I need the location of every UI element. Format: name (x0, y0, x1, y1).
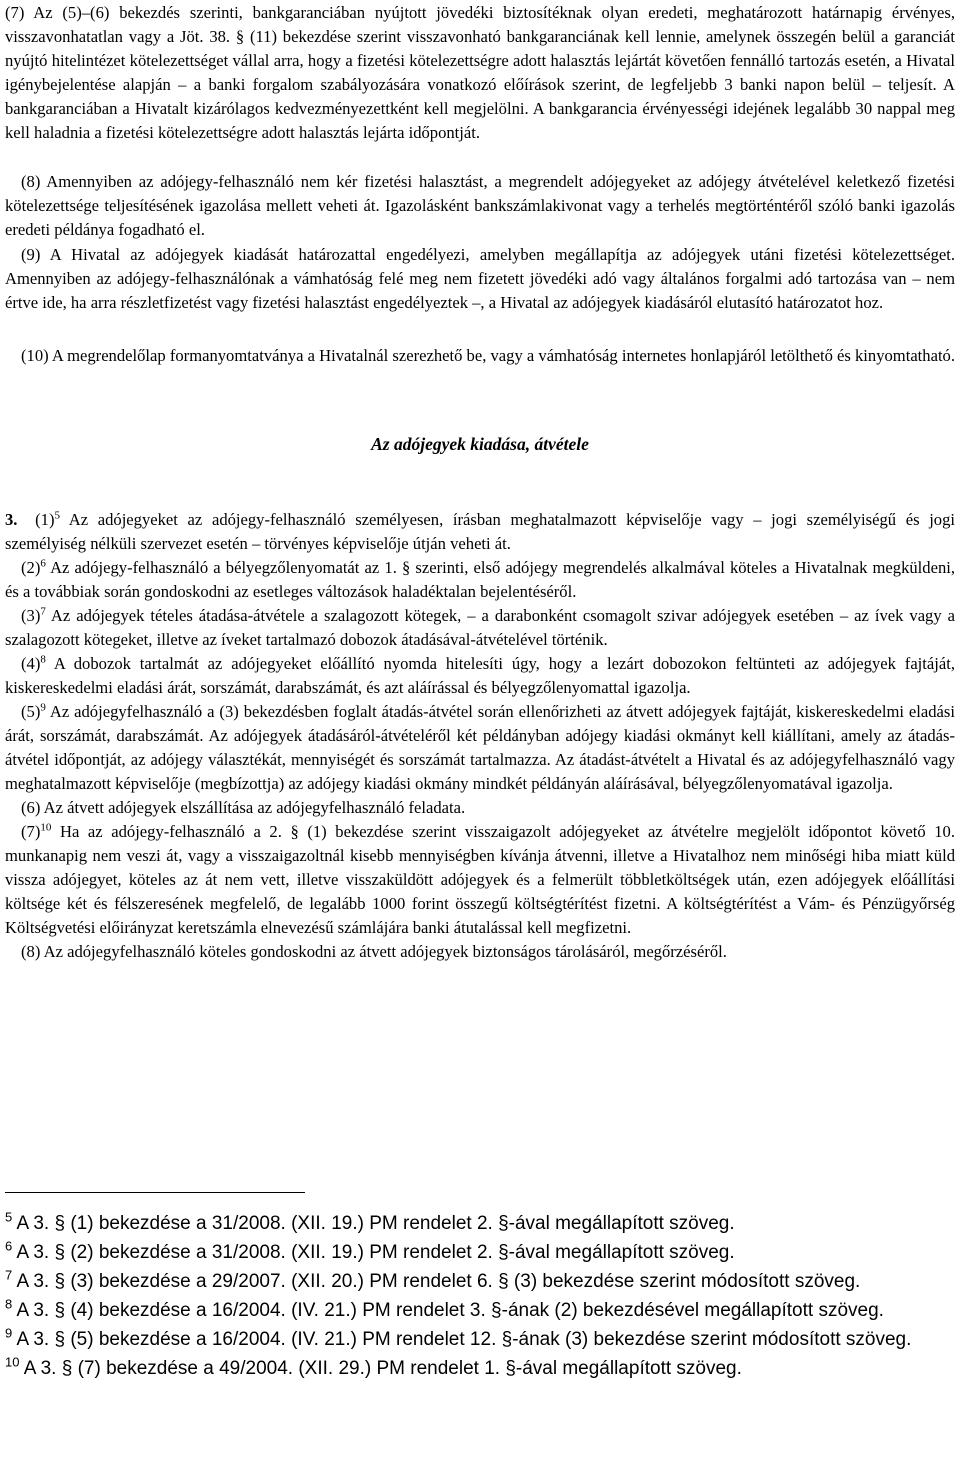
footnote-10 (5, 1354, 955, 1383)
paragraph-8: (8) Amennyiben az adójegy-felhasználó nem kér fizetési halasztást, a megrendelt adójegyeket az adójegy átvételével keletkező fizetési kötelezettsége teljesítésének igazolása mellett veheti át. Igazolásként bankszámlakivonat vagy a terhelés megtörténtéről szóló banki igazolás eredeti példánya fogadható el. (5, 172, 955, 239)
footnote-5 (5, 1209, 955, 1238)
footnote-text: A 3. § (7) bekezdése a 49/2004. (XII. 29.) PM rendelet 1. §-ával megállapított szöveg. (19, 1358, 742, 1379)
par-text: Az adójegyfelhasználó a (3) bekezdésben foglalt átadás-átvétel során ellenőrizheti az átvett adójegyek fajtáját, kiskereskedelmi eladási árát, sorszámát, darabszámát. Az adójegyek átadásáról-átvételéről két példányban adójegy kiadási okmányt kell kiállítani, amely az átadás-átvétel időpontját, az adójegy választékát, mennyiségét és sorszámát tartalmazza. Az átadást-átvételt a Hivatal és az adójegyfelhasználó vagy meghatalmazott képviselője (megbízottja) az adójegy kiadási okmány mindkét példányán aláírásával, bélyegzőlenyomatával igazolja. (5, 702, 955, 793)
par-label: (2) (21, 558, 41, 577)
par-text: Az adójegyfelhasználó köteles gondoskodni az átvett adójegyek biztonságos tárolásáról, megőrzéséről. (40, 942, 727, 961)
par-label: (1) (35, 510, 55, 529)
par-label: (3) (21, 606, 41, 625)
footnote-9 (5, 1325, 955, 1354)
paragraph-10: (10) A megrendelőlap formanyomtatványa a Hivatalnál szerezhető be, vagy a vámhatóság internetes honlapjáról letölthető és kinyomtatható. (21, 346, 956, 365)
footnote-8 (5, 1296, 955, 1325)
par-label: (7) (21, 822, 41, 841)
footnote-ref: 8 (40, 653, 46, 666)
footnote-ref: 10 (40, 821, 52, 834)
footnote-number: 5 (5, 1209, 13, 1225)
paragraph-9: (9) A Hivatal az adójegyek kiadását határozattal engedélyezi, amelyben megállapítja az adójegyek utáni fizetési kötelezettséget. Amennyiben az adójegy-felhasználónak a vámhatóság felé meg nem fizetett jövedéki adó vagy általános forgalmi adó tartozása van – nem értve ide, ha arra részletfizetést vagy fizetési halasztást engedélyeztek –, a Hivatal az adójegyek kiadásáról elutasító határozatot hoz. (5, 245, 955, 312)
footnote-6 (5, 1238, 955, 1267)
footnote-number: 9 (5, 1325, 13, 1341)
section-3-par-7 (5, 820, 955, 940)
footnote-7 (5, 1267, 955, 1296)
section-3-par-8 (5, 940, 955, 964)
footnote-ref: 7 (40, 605, 46, 618)
footnote-number: 7 (5, 1267, 13, 1283)
footnote-text: A 3. § (4) bekezdése a 16/2004. (IV. 21.) PM rendelet 3. §-ának (2) bekezdésével megállapított szöveg. (12, 1300, 884, 1321)
section-number: 3. (5, 510, 18, 529)
par-text: Ha az adójegy-felhasználó a 2. § (1) bekezdése szerint visszaigazolt adójegyeket az átvételre megjelölt időpontot követő 10. munkanapig nem veszi át, vagy a visszaigazoltnál kisebb mennyiségben kívánja átvenni, illetve a Hivatalhoz nem minőségi hiba miatt küld vissza adójegyet, köteles az át nem vett, illetve visszaküldött adójegyek és a felmerült többletköltségek után, ezen adójegyek előállítási költsége két és félszeresének megfelelő, de legalább 1000 forint összegű költségtérítést fizetni. A költségtérítést a Vám- és Pénzügyőrség Költségvetési előirányzat keretszámla elnevezésű számlájára banki átutalással kell megfizetni. (5, 822, 955, 937)
footnote-ref: 6 (40, 557, 46, 570)
footnote-ref: 9 (40, 701, 46, 714)
par-label: (5) (21, 702, 41, 721)
par-text: Az adójegy-felhasználó a bélyegzőlenyomatát az 1. § szerinti, első adójegy megrendelés alkalmával köteles a Hivatalnak megküldeni, és a továbbiak során gondoskodni az esetleges változások haladéktalan bejelentéséről. (5, 558, 955, 601)
section-3-par-6 (5, 796, 955, 820)
section-3 (5, 508, 955, 964)
footnote-text: A 3. § (2) bekezdése a 31/2008. (XII. 19.) PM rendelet 2. §-ával megállapított szöveg. (12, 1242, 735, 1263)
par-text: A dobozok tartalmát az adójegyeket előállító nyomda hitelesíti úgy, hogy a lezárt dobozokon feltünteti az adójegyek fajtáját, kiskereskedelmi eladási árát, sorszámát, darabszámát, és azt aláírással és bélyegzőlenyomattal igazolja. (5, 654, 955, 697)
section-3-par-5 (5, 700, 955, 796)
footnotes (5, 1209, 955, 1383)
par-text: Az adójegyek tételes átadása-átvétele a szalagozott kötegek, – a darabonként csomagolt szivar adójegyek esetében – az ívek vagy a szalagozott kötegeket, illetve az íveket tartalmazó dobozok átadásával-átvételével történik. (5, 606, 955, 649)
section-3-par-1 (5, 508, 955, 556)
par-label: (6) (21, 798, 41, 817)
section-3-par-2 (5, 556, 955, 604)
footnote-number: 8 (5, 1296, 13, 1312)
footnote-separator (5, 1192, 305, 1193)
footnote-text: A 3. § (3) bekezdése a 29/2007. (XII. 20.) PM rendelet 6. § (3) bekezdése szerint módosított szöveg. (12, 1271, 861, 1292)
par-label: (8) (21, 942, 41, 961)
footnote-ref: 5 (54, 509, 60, 522)
par-text: Az átvett adójegyek elszállítása az adójegyfelhasználó feladata. (40, 798, 466, 817)
par-text: Az adójegyeket az adójegy-felhasználó személyesen, írásban meghatalmazott képviselője vagy – jogi személyiségű és jogi személyiség nélküli szervezet esetén – törvényes képviselője útján veheti át. (5, 510, 956, 553)
footnote-number: 10 (5, 1354, 20, 1370)
footnote-text: A 3. § (5) bekezdése a 16/2004. (IV. 21.) PM rendelet 12. §-ának (3) bekezdése szerint módosított szöveg. (12, 1329, 912, 1350)
section-3-par-3 (5, 604, 955, 652)
paragraph-7: (7) Az (5)–(6) bekezdés szerinti, bankgaranciában nyújtott jövedéki biztosítéknak olyan eredeti, meghatározott határnapig érvényes, visszavonhatatlan vagy a Jöt. 38. § (11) bekezdése szerint visszavonható bankgaranciának kell lennie, amelynek összegén belül a garanciát nyújtó hitelintézet kötelezettséget vállal arra, hogy a fizetési kötelezettségre adott halasztás lejártát követően fennálló tartozás esetén, a Hivatal igénybejelentése alapján – a banki forgalom szabályozására vonatkozó előírások szerint, de legfeljebb 3 banki napon belül – teljesít. A bankgaranciában a Hivatalt kizárólagos kedvezményezettként kell megjelölni. A bankgarancia érvényességi idejének legalább 30 nappal meg kell haladnia a fizetési kötelezettségre adott halasztás lejárta időpontját. (5, 3, 955, 142)
section-heading: Az adójegyek kiadása, átvétele (371, 434, 589, 454)
footnote-text: A 3. § (1) bekezdése a 31/2008. (XII. 19.) PM rendelet 2. §-ával megállapított szöveg. (12, 1213, 735, 1234)
section-3-par-4 (5, 652, 955, 700)
footnote-number: 6 (5, 1238, 13, 1254)
par-label: (4) (21, 654, 41, 673)
